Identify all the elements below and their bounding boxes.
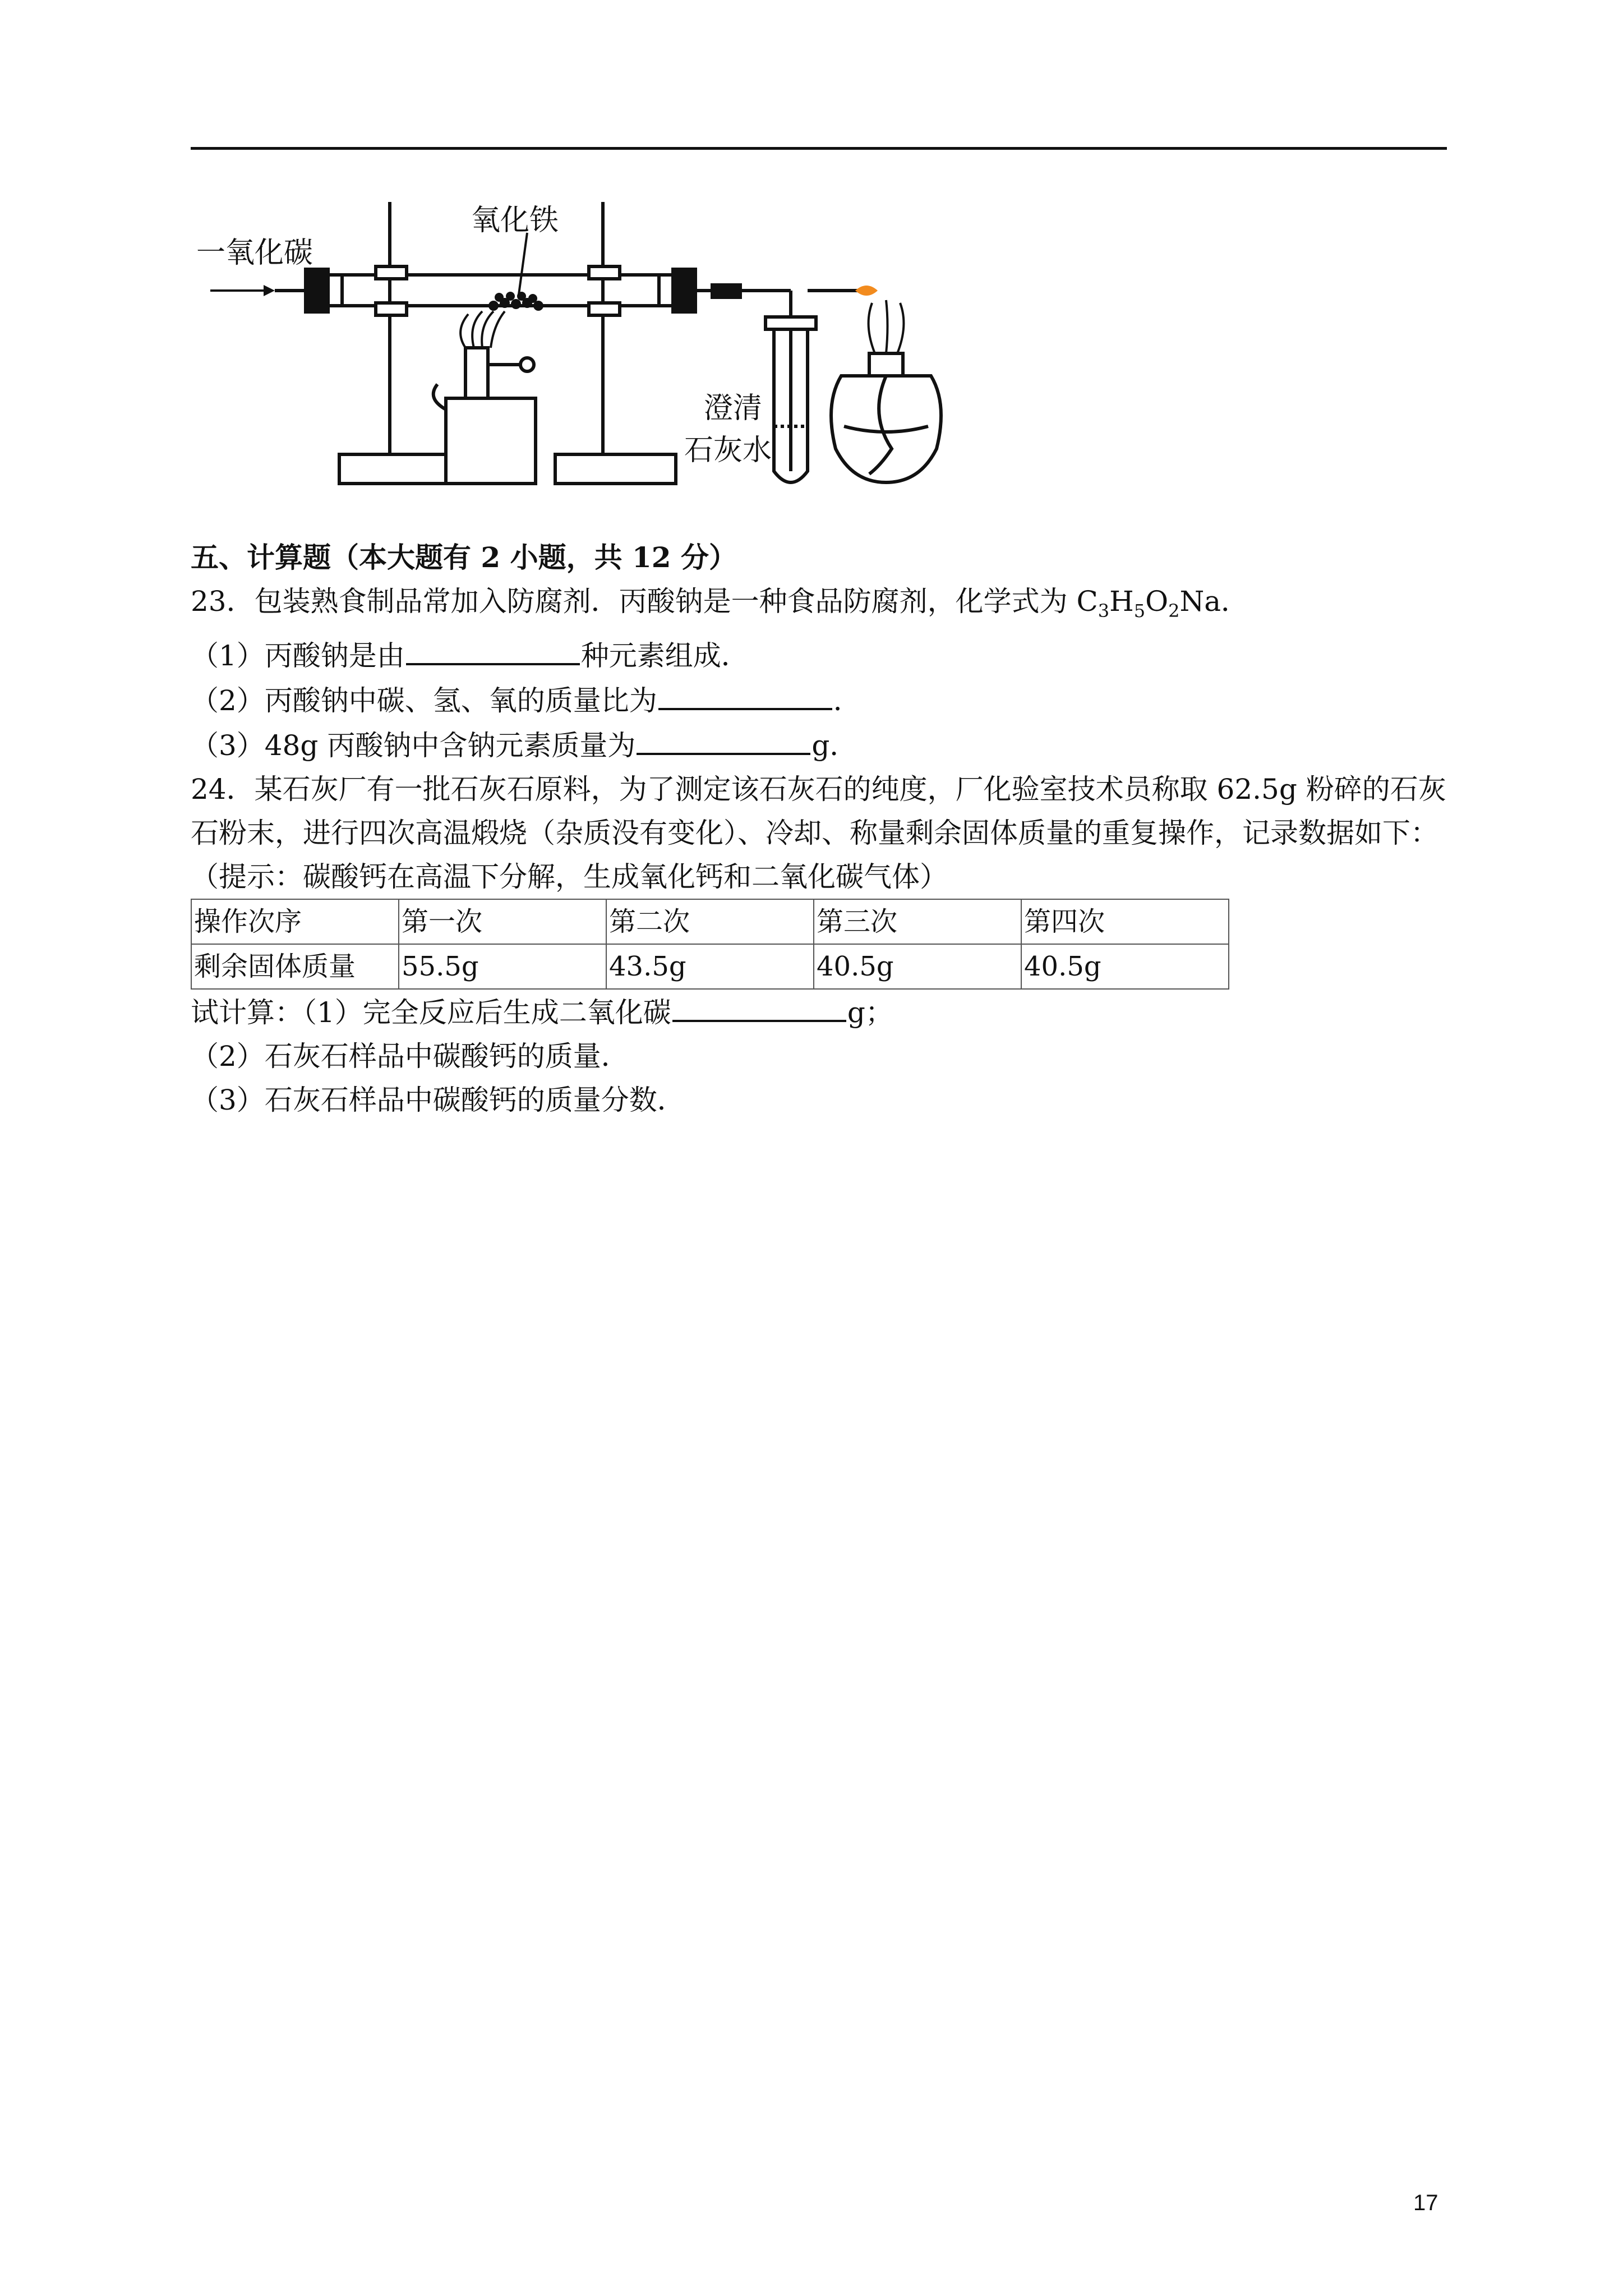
- table-cell: 40.5g: [814, 944, 1021, 989]
- q23-part2-suffix: ．: [833, 684, 861, 717]
- page-number: 17: [1413, 2191, 1438, 2215]
- table-row: [191, 944, 1229, 989]
- label-carbon-monoxide: 一氧化碳: [196, 236, 313, 270]
- q24-part3: （3）石灰石样品中碳酸钙的质量分数．: [191, 1084, 685, 1116]
- q23-part1: [191, 633, 1447, 678]
- data-table: [191, 899, 1229, 990]
- q23-formula-part: Na．: [1179, 585, 1249, 618]
- q24-stem: 24．某石灰厂有一批石灰石原料，为了测定该石灰石的纯度，厂化验室技术员称取 62.5g 粉碎的石灰石粉末，进行四次高温煅烧（杂质没有变化）、冷却、称量剩余固体质量的重复操作，记录数据如下：（提示：碳酸钙在高温下分解，生成氧化钙和二氧化碳气体）: [191, 773, 1446, 893]
- answer-blank[interactable]: [637, 723, 810, 755]
- table-cell: 第三次: [814, 899, 1021, 944]
- header-rule: [191, 147, 1447, 150]
- table-cell: 40.5g: [1021, 944, 1229, 989]
- q23-part3-text: （3）48g 丙酸钠中含钠元素质量为: [191, 729, 636, 762]
- q23-stem-text: 23．包装熟食制品常加入防腐剂．丙酸钠是一种食品防腐剂，化学式为 C: [191, 585, 1098, 618]
- q23-sub: 2: [1168, 600, 1180, 622]
- q24-part2: （2）石灰石样品中碳酸钙的质量．: [191, 1040, 629, 1073]
- q24-part1: [191, 990, 1447, 1034]
- q23-part1-text: （1）丙酸钠是由: [191, 639, 405, 672]
- q23-part2-text: （2）丙酸钠中碳、氢、氧的质量比为: [191, 684, 657, 717]
- q24-part1-text: 试计算：（1）完全反应后生成二氧化碳: [191, 996, 671, 1029]
- table-cell: 第一次: [399, 899, 606, 944]
- q23-sub: 3: [1098, 600, 1110, 622]
- q23-part1-suffix: 种元素组成．: [580, 639, 749, 672]
- q23-formula-part: H: [1109, 585, 1134, 618]
- q23-part2: [191, 678, 1447, 723]
- table-cell: 第四次: [1021, 899, 1229, 944]
- table-row: [191, 899, 1229, 944]
- table-cell: 剩余固体质量: [191, 944, 399, 989]
- q23-part3-suffix: g．: [811, 729, 858, 762]
- table-cell: 43.5g: [606, 944, 814, 989]
- label-limewater-2: 石灰水: [684, 434, 772, 467]
- apparatus-figure: [191, 191, 959, 494]
- table-cell: 操作次序: [191, 899, 399, 944]
- label-limewater-1: 澄清: [704, 392, 763, 425]
- q23-stem: [191, 579, 1447, 633]
- answer-blank[interactable]: [406, 633, 580, 665]
- q24-part1-suffix: g；: [847, 996, 893, 1029]
- label-iron-oxide: 氧化铁: [471, 204, 559, 237]
- section-title: 五、计算题（本大题有 2 小题，共 12 分）: [191, 541, 737, 574]
- table-cell: 第二次: [606, 899, 814, 944]
- q23-sub: 5: [1133, 600, 1146, 622]
- table-cell: 55.5g: [399, 944, 606, 989]
- q23-formula-part: O: [1145, 585, 1169, 618]
- arrow-right-icon: [264, 285, 275, 296]
- flame-icon: [855, 286, 878, 296]
- q23-part3: [191, 723, 1447, 767]
- content: [191, 536, 1447, 1122]
- answer-blank[interactable]: [672, 990, 846, 1022]
- answer-blank[interactable]: [658, 678, 832, 710]
